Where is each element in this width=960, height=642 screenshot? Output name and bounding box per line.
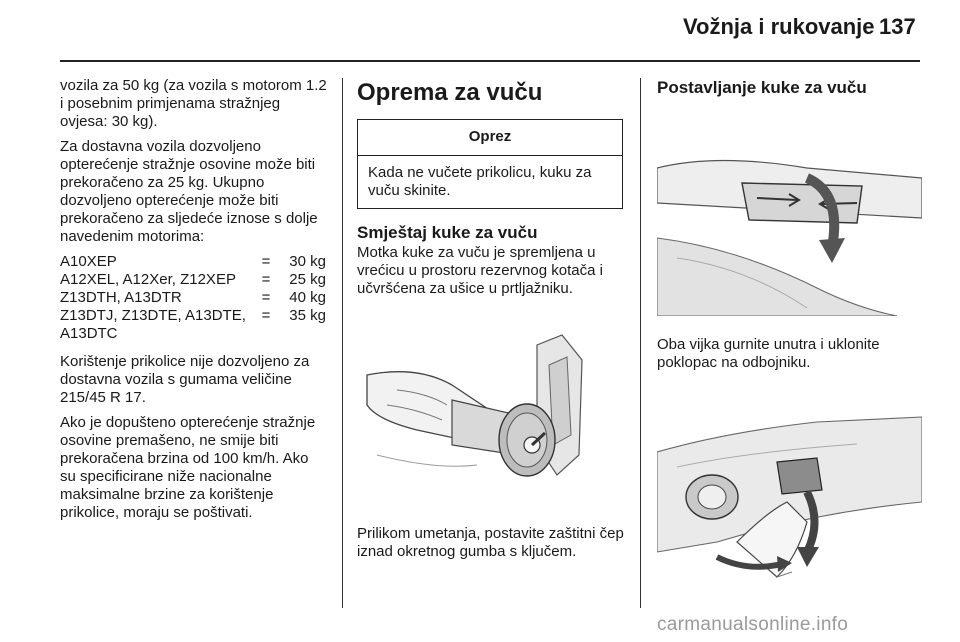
page-number: 137 (879, 14, 916, 39)
page-header (0, 0, 960, 60)
table-row (60, 271, 326, 289)
load-value: 25 kg (289, 271, 326, 288)
load-value: 30 kg (289, 253, 326, 270)
table-row (60, 307, 326, 343)
equals-sign: = (261, 307, 271, 324)
section-title-installing-tow-bar: Postavljanje kuke za vuču (657, 78, 867, 97)
paragraph-tyre-restriction: Korištenje prikolice nije dozvoljeno za dostavna vozila s gumama veličine 215/45 R 17. (60, 353, 310, 406)
engine-load-table (60, 253, 326, 343)
paragraph-axle-load-continued: vozila za 50 kg (za vozila s motorom 1.2 i posebnim primjenama stražnjeg ovjesa: 30 kg). (60, 77, 327, 130)
header-rule (60, 60, 920, 62)
equals-sign: = (261, 253, 271, 270)
column-divider-left (342, 78, 343, 608)
subsection-title-storage: Smještaj kuke za vuču (357, 223, 538, 242)
table-row (60, 289, 326, 307)
tow-bar-mounting-illustration (657, 382, 922, 582)
caption-insertion: Prilikom umetanja, postavite zaštitni čep iznad okretnog gumba s ključem. (357, 525, 624, 560)
paragraph-van-axle-load: Za dostavna vozila dozvoljeno opterećenje stražnje osovine može biti prekoračeno za 25 kg. Ukupno dozvoljeno opterećenje može biti prekoračeno za sljedeće iznose s dolje navedenim motorima: (60, 138, 318, 245)
caution-title: Oprez (358, 120, 622, 156)
caution-box (357, 119, 623, 209)
section-title-towing-equipment: Oprema za vuču (357, 79, 543, 106)
header-title: Vožnja i rukovanje (683, 14, 875, 39)
load-value: 35 kg (289, 307, 326, 324)
engine-name: A12XEL, A12Xer, Z12XEP (60, 271, 236, 288)
equals-sign: = (261, 289, 271, 306)
engine-name: Z13DTH, A13DTR (60, 289, 182, 306)
tow-bar-insertion-illustration (357, 305, 623, 515)
table-row (60, 253, 326, 271)
watermark-text: carmanualsonline.info (657, 614, 849, 635)
column-divider-right (640, 78, 641, 608)
caution-text: Kada ne vučete prikolicu, kuku za vuču skinite. (368, 164, 592, 199)
left-column (60, 77, 328, 529)
bumper-cover-removal-illustration (657, 108, 922, 316)
middle-column (357, 77, 627, 568)
right-column (657, 77, 922, 582)
caption-remove-cover: Oba vijka gurnite unutra i uklonite poklopac na odbojniku. (657, 336, 880, 371)
paragraph-speed-limit: Ako je dopušteno opterećenje stražnje osovine premašeno, ne smije biti prekoračena brzina od 100 km/h. Ako su specificirane niže nacionalne maksimalne brzine za korištenje prikolice, moraju se poštivati. (60, 414, 316, 521)
load-value: 40 kg (289, 289, 326, 306)
equals-sign: = (261, 271, 271, 288)
engine-name: A10XEP (60, 253, 117, 270)
paragraph-storage: Motka kuke za vuču je spremljena u vrećicu u prostoru rezervnog kotača i učvršćena za ušice u prtljažniku. (357, 244, 603, 297)
engine-name: Z13DTJ, Z13DTE, A13DTE, A13DTC (60, 307, 246, 342)
